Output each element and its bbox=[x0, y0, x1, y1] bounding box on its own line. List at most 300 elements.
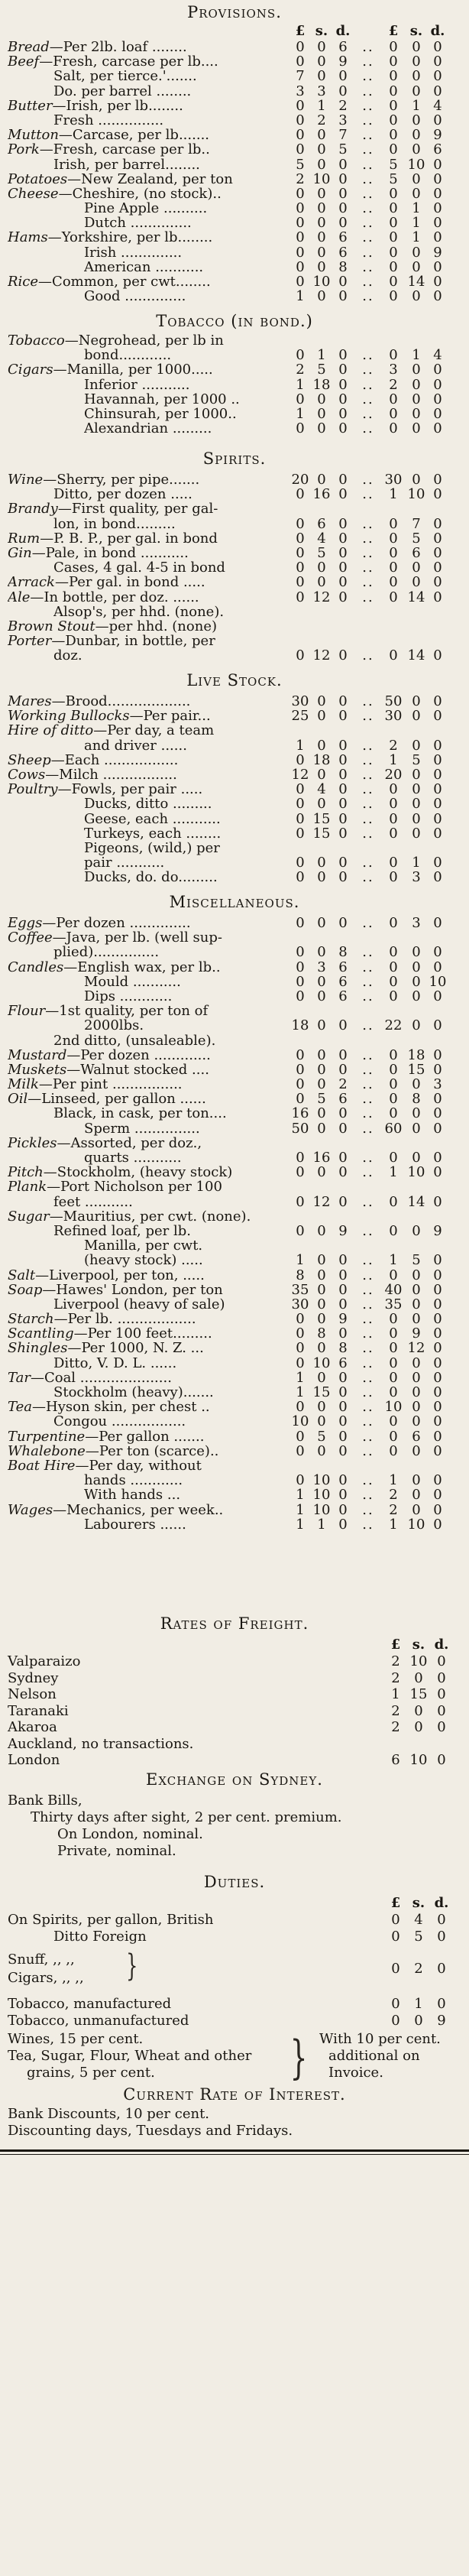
price-shillings-low: 0 bbox=[317, 988, 326, 1004]
price-shillings-high: 0 bbox=[412, 1281, 421, 1298]
item-name: Flour bbox=[8, 1004, 46, 1019]
price-pounds-low: 18 bbox=[291, 1017, 309, 1034]
item-description: —Per pint ................ bbox=[38, 1077, 183, 1092]
item-description: 2000lbs. bbox=[84, 1018, 144, 1033]
price-values bbox=[290, 1253, 466, 1267]
item-name: Hire of ditto bbox=[8, 723, 94, 738]
price-row bbox=[0, 245, 469, 260]
item-description: —Per lb. .................. bbox=[53, 1312, 196, 1327]
item-description: —Milch ................. bbox=[45, 767, 177, 783]
price-pounds-low: 0 bbox=[296, 589, 305, 605]
price-shillings-high: 0 bbox=[412, 1399, 421, 1416]
price-shillings-low: 0 bbox=[317, 1267, 326, 1283]
duty-pence: 0 bbox=[437, 1961, 446, 1977]
price-row bbox=[0, 723, 469, 738]
row-label bbox=[53, 605, 382, 619]
price-shillings-low: 0 bbox=[317, 574, 326, 591]
price-pence-low: 0 bbox=[338, 347, 348, 364]
item-description: Alexandrian ......... bbox=[84, 421, 212, 436]
price-pence-high: 0 bbox=[433, 574, 442, 591]
item-description: —Mechanics, per week.. bbox=[53, 1502, 224, 1517]
row-label bbox=[8, 1444, 336, 1458]
price-pounds-high: 0 bbox=[389, 855, 398, 871]
item-description: —New Zealand, per ton bbox=[67, 171, 233, 187]
price-pence-high: 0 bbox=[433, 1091, 442, 1108]
row-label bbox=[8, 1077, 336, 1092]
item-description: Turkeys, each ........ bbox=[84, 826, 222, 841]
freight-amount: 10 bbox=[409, 1752, 428, 1768]
price-pounds-low: 25 bbox=[291, 708, 309, 725]
item-description: Ditto, per dozen ..... bbox=[53, 487, 192, 502]
row-label bbox=[8, 274, 336, 289]
price-pounds-low: 0 bbox=[296, 200, 305, 217]
price-pounds-low: 0 bbox=[296, 1193, 305, 1210]
price-shillings-low: 0 bbox=[317, 185, 326, 202]
price-shillings-low: 0 bbox=[317, 200, 326, 217]
price-shillings-low: 4 bbox=[317, 530, 326, 547]
item-name: Bread bbox=[8, 40, 50, 55]
price-shillings-high: 0 bbox=[412, 737, 421, 754]
price-pence-high: 0 bbox=[433, 1150, 442, 1166]
price-pence-low: 0 bbox=[338, 1281, 348, 1298]
price-row bbox=[0, 216, 469, 230]
price-pounds-high: 0 bbox=[389, 1384, 398, 1400]
price-values bbox=[290, 1414, 466, 1429]
price-values bbox=[290, 1092, 466, 1106]
price-pounds-high: 22 bbox=[384, 1017, 403, 1034]
freight-header-pounds: £ bbox=[390, 1637, 401, 1653]
row-label bbox=[8, 142, 336, 157]
price-pence-low: 6 bbox=[338, 973, 348, 990]
price-row bbox=[0, 546, 469, 560]
price-shillings-high: 7 bbox=[412, 515, 421, 532]
price-pounds-low: 0 bbox=[296, 1355, 305, 1371]
item-description: —Per 1000, N. Z. ... bbox=[67, 1341, 204, 1356]
price-shillings-high: 0 bbox=[412, 405, 421, 422]
range-separator: .. bbox=[362, 170, 374, 187]
item-description: —Dunbar, in bottle, per bbox=[51, 634, 215, 649]
item-description: plied)............... bbox=[53, 945, 160, 960]
price-values bbox=[290, 1297, 466, 1312]
price-pence-low: 0 bbox=[338, 472, 348, 488]
duty-row bbox=[0, 2013, 469, 2028]
item-description: —Hawes' London, per ton bbox=[42, 1282, 223, 1297]
price-row bbox=[0, 1106, 469, 1121]
price-values bbox=[290, 1341, 466, 1355]
price-pence-low: 0 bbox=[338, 1487, 348, 1504]
price-pounds-low: 0 bbox=[296, 274, 305, 290]
price-pounds-low: 1 bbox=[296, 1369, 305, 1386]
freight-amount: 10 bbox=[409, 1653, 428, 1669]
brace-icon: } bbox=[289, 2031, 308, 2084]
item-name: Salt bbox=[8, 1267, 36, 1283]
price-pounds-high: 0 bbox=[389, 1091, 398, 1108]
price-row bbox=[0, 333, 469, 348]
price-pence-low: 0 bbox=[338, 1061, 348, 1078]
item-description: —Pale, in bond ........... bbox=[31, 545, 189, 561]
price-row bbox=[0, 128, 469, 142]
price-values bbox=[290, 1048, 466, 1063]
item-name: Porter bbox=[8, 634, 52, 649]
price-row bbox=[0, 1136, 469, 1150]
price-pounds-high: 0 bbox=[389, 1340, 398, 1357]
price-pence-high: 0 bbox=[433, 944, 442, 961]
row-label bbox=[8, 1283, 336, 1297]
range-separator: .. bbox=[362, 766, 374, 783]
header-pence-low: d. bbox=[335, 23, 351, 39]
duty-additional: additional on bbox=[328, 2048, 420, 2064]
price-row bbox=[0, 1048, 469, 1063]
price-shillings-high: 0 bbox=[412, 825, 421, 842]
price-pounds-low: 0 bbox=[296, 1325, 305, 1342]
price-shillings-low: 0 bbox=[317, 915, 326, 931]
item-description: —Per gallon ....... bbox=[85, 1429, 205, 1444]
price-pence-high: 0 bbox=[433, 391, 442, 407]
price-row bbox=[0, 694, 469, 709]
price-pounds-high: 0 bbox=[389, 825, 398, 842]
price-shillings-low: 15 bbox=[312, 1384, 331, 1400]
price-pounds-high: 0 bbox=[389, 215, 398, 232]
item-name: Mustard bbox=[8, 1047, 67, 1063]
row-label bbox=[8, 1429, 336, 1444]
range-separator: .. bbox=[362, 1281, 374, 1298]
price-shillings-low: 10 bbox=[312, 1355, 331, 1371]
price-row bbox=[0, 1371, 469, 1385]
price-pence-low: 0 bbox=[338, 869, 348, 886]
item-name: Rum bbox=[8, 530, 40, 546]
price-pence-low: 0 bbox=[338, 170, 348, 187]
price-pounds-high: 0 bbox=[389, 1355, 398, 1371]
item-name: Mutton bbox=[8, 128, 59, 143]
price-row bbox=[0, 501, 469, 516]
price-pounds-high: 0 bbox=[389, 1150, 398, 1166]
item-description: —Per pair... bbox=[129, 709, 211, 724]
item-name: Brown Stout bbox=[8, 618, 95, 634]
price-shillings-high: 14 bbox=[407, 647, 425, 664]
price-pounds-low: 0 bbox=[296, 810, 305, 827]
item-name: Tar bbox=[8, 1370, 31, 1386]
price-row bbox=[0, 960, 469, 975]
price-pounds-low: 3 bbox=[296, 83, 305, 99]
price-values bbox=[290, 348, 466, 362]
row-label bbox=[8, 575, 336, 589]
price-row bbox=[0, 826, 469, 841]
item-name: Shingles bbox=[8, 1341, 68, 1356]
range-separator: .. bbox=[362, 781, 374, 798]
price-shillings-high: 0 bbox=[412, 258, 421, 275]
price-pounds-low: 1 bbox=[296, 376, 305, 393]
header-pounds-high: £ bbox=[388, 23, 399, 39]
price-values bbox=[290, 392, 466, 407]
price-pounds-high: 0 bbox=[389, 54, 398, 70]
price-row bbox=[0, 870, 469, 884]
header-pence-high: d. bbox=[430, 23, 445, 39]
price-pence-high: 0 bbox=[433, 420, 442, 437]
freight-amount: 0 bbox=[414, 1719, 423, 1735]
range-separator: .. bbox=[362, 420, 374, 437]
item-description: —Walnut stocked .... bbox=[66, 1062, 209, 1078]
range-separator: .. bbox=[362, 127, 374, 144]
price-pence-low: 0 bbox=[338, 1501, 348, 1518]
price-shillings-low: 0 bbox=[317, 1017, 326, 1034]
range-separator: .. bbox=[362, 1252, 374, 1269]
row-label bbox=[8, 634, 336, 648]
range-separator: .. bbox=[362, 1428, 374, 1445]
row-label bbox=[8, 916, 336, 930]
price-pounds-high: 0 bbox=[389, 1428, 398, 1445]
item-name: Wages bbox=[8, 1502, 53, 1517]
range-separator: .. bbox=[362, 83, 374, 99]
row-label bbox=[8, 1063, 336, 1077]
price-shillings-high: 0 bbox=[412, 112, 421, 128]
price-pence-high: 0 bbox=[433, 1340, 442, 1357]
item-name: Tea bbox=[8, 1400, 32, 1415]
price-pence-high: 0 bbox=[433, 751, 442, 768]
item-description: —Assorted, per doz., bbox=[57, 1135, 202, 1151]
price-pence-high: 0 bbox=[433, 1428, 442, 1445]
price-pence-low: 0 bbox=[338, 200, 348, 217]
price-shillings-low: 5 bbox=[317, 544, 326, 561]
row-label bbox=[8, 1503, 336, 1517]
price-values bbox=[290, 1106, 466, 1121]
item-description: —Per ton (scarce).. bbox=[85, 1443, 219, 1458]
price-row bbox=[0, 407, 469, 421]
price-shillings-low: 10 bbox=[312, 1501, 331, 1518]
price-values bbox=[290, 1400, 466, 1414]
price-shillings-low: 5 bbox=[317, 1428, 326, 1445]
price-shillings-high: 0 bbox=[412, 420, 421, 437]
price-values bbox=[290, 1473, 466, 1488]
price-shillings-low: 0 bbox=[317, 39, 326, 55]
price-shillings-high: 0 bbox=[412, 1384, 421, 1400]
price-pounds-high: 30 bbox=[384, 472, 403, 488]
brace-icon: } bbox=[126, 1948, 138, 1984]
item-description: Inferior ........... bbox=[84, 377, 190, 392]
price-pence-low: 0 bbox=[338, 420, 348, 437]
price-pence-high: 0 bbox=[433, 647, 442, 664]
price-pounds-low: 0 bbox=[296, 796, 305, 813]
row-label bbox=[8, 930, 336, 945]
price-row bbox=[0, 812, 469, 826]
item-name: Starch bbox=[8, 1312, 54, 1327]
price-values bbox=[290, 855, 466, 870]
price-pence-high: 0 bbox=[433, 200, 442, 217]
price-values bbox=[290, 945, 466, 959]
price-shillings-high: 0 bbox=[412, 141, 421, 158]
price-pounds-low: 0 bbox=[296, 647, 305, 664]
row-label bbox=[8, 1209, 336, 1224]
duty-pence: 9 bbox=[437, 2013, 446, 2029]
price-pounds-high: 0 bbox=[389, 869, 398, 886]
price-pence-low: 9 bbox=[338, 54, 348, 70]
item-name: Working Bullocks bbox=[8, 709, 130, 724]
price-pence-low: 0 bbox=[338, 1120, 348, 1137]
price-shillings-high: 0 bbox=[412, 1150, 421, 1166]
price-shillings-high: 10 bbox=[407, 156, 425, 173]
price-values bbox=[290, 187, 466, 201]
item-description: —Per dozen .............. bbox=[42, 916, 191, 931]
price-pence-high: 0 bbox=[433, 766, 442, 783]
price-shillings-low: 1 bbox=[317, 347, 326, 364]
price-pounds-high: 10 bbox=[384, 1399, 403, 1416]
item-description: bond............ bbox=[84, 348, 172, 363]
price-row bbox=[0, 487, 469, 501]
item-description: Labourers ...... bbox=[84, 1517, 186, 1532]
price-pence-high: 9 bbox=[433, 244, 442, 261]
price-values bbox=[290, 1224, 466, 1238]
price-pence-high: 0 bbox=[433, 215, 442, 232]
price-pence-high: 0 bbox=[433, 708, 442, 725]
item-description: —Brood................... bbox=[51, 694, 191, 709]
range-separator: .. bbox=[362, 68, 374, 85]
price-pence-high: 0 bbox=[433, 1017, 442, 1034]
item-description: —Per 100 feet......... bbox=[73, 1326, 212, 1342]
price-values bbox=[290, 472, 466, 487]
row-label bbox=[8, 99, 336, 113]
spirits-list bbox=[0, 472, 469, 663]
price-pence-low: 0 bbox=[338, 1252, 348, 1269]
price-pounds-high: 2 bbox=[389, 1487, 398, 1504]
price-shillings-high: 0 bbox=[412, 362, 421, 378]
price-shillings-low: 15 bbox=[312, 825, 331, 842]
price-row bbox=[0, 1150, 469, 1165]
price-pounds-high: 50 bbox=[384, 693, 403, 709]
item-description: Refined loaf, per lb. bbox=[53, 1223, 191, 1239]
item-description: Havannah, per 1000 .. bbox=[84, 391, 240, 407]
price-pounds-high: 0 bbox=[389, 544, 398, 561]
price-pence-low: 0 bbox=[338, 1017, 348, 1034]
price-pounds-low: 0 bbox=[296, 855, 305, 871]
price-shillings-high: 10 bbox=[407, 1516, 425, 1533]
price-shillings-high: 1 bbox=[412, 97, 421, 114]
price-shillings-low: 0 bbox=[317, 391, 326, 407]
price-shillings-high: 0 bbox=[412, 810, 421, 827]
duty-shillings: 5 bbox=[414, 1929, 423, 1945]
range-separator: .. bbox=[362, 1193, 374, 1210]
price-shillings-low: 0 bbox=[317, 1222, 326, 1239]
freight-destination: Taranaki bbox=[8, 1702, 69, 1719]
price-pence-high: 0 bbox=[433, 1061, 442, 1078]
price-shillings-low: 0 bbox=[317, 708, 326, 725]
price-pence-high: 0 bbox=[433, 405, 442, 422]
price-pounds-low: 1 bbox=[296, 1384, 305, 1400]
range-separator: .. bbox=[362, 486, 374, 503]
freight-amount: 0 bbox=[437, 1669, 446, 1686]
freight-header-shillings: s. bbox=[412, 1637, 425, 1653]
price-pence-low: 0 bbox=[338, 405, 348, 422]
price-shillings-low: 12 bbox=[312, 1193, 331, 1210]
item-name: Cheese bbox=[8, 186, 59, 202]
price-pounds-low: 0 bbox=[296, 988, 305, 1004]
price-pence-low: 0 bbox=[338, 781, 348, 798]
freight-row bbox=[0, 1671, 469, 1688]
price-pounds-low: 0 bbox=[296, 141, 305, 158]
price-pence-high: 6 bbox=[433, 141, 442, 158]
row-label bbox=[8, 472, 336, 487]
price-shillings-high: 0 bbox=[412, 1472, 421, 1489]
price-pence-low: 0 bbox=[338, 810, 348, 827]
price-values bbox=[290, 560, 466, 575]
range-separator: .. bbox=[362, 362, 374, 378]
price-shillings-low: 0 bbox=[317, 1046, 326, 1063]
price-row bbox=[0, 84, 469, 99]
price-pounds-high: 2 bbox=[389, 376, 398, 393]
price-row bbox=[0, 1283, 469, 1297]
freight-amount: 1 bbox=[391, 1686, 400, 1702]
price-shillings-high: 0 bbox=[412, 708, 421, 725]
price-pounds-low: 0 bbox=[296, 1311, 305, 1328]
price-pounds-low: 0 bbox=[296, 258, 305, 275]
range-separator: .. bbox=[362, 1516, 374, 1533]
range-separator: .. bbox=[362, 288, 374, 305]
price-pounds-high: 1 bbox=[389, 1252, 398, 1269]
price-row bbox=[0, 1179, 469, 1194]
price-pence-low: 0 bbox=[338, 274, 348, 290]
freight-amount: 0 bbox=[414, 1702, 423, 1719]
price-pence-low: 6 bbox=[338, 244, 348, 261]
price-pounds-high: 0 bbox=[389, 288, 398, 305]
item-name: Muskets bbox=[8, 1062, 67, 1078]
price-shillings-low: 3 bbox=[317, 959, 326, 975]
price-shillings-high: 0 bbox=[412, 54, 421, 70]
price-shillings-low: 0 bbox=[317, 68, 326, 85]
price-values bbox=[290, 960, 466, 975]
price-pounds-low: 0 bbox=[296, 751, 305, 768]
price-values bbox=[290, 1312, 466, 1326]
price-pence-low: 0 bbox=[338, 1442, 348, 1459]
item-description: —Port Nicholson per 100 bbox=[47, 1179, 222, 1195]
price-values bbox=[290, 546, 466, 560]
price-pounds-high: 0 bbox=[389, 420, 398, 437]
price-pence-high: 0 bbox=[433, 988, 442, 1004]
duty-label: Tobacco, manufactured bbox=[8, 1996, 172, 2012]
price-shillings-low: 0 bbox=[317, 1442, 326, 1459]
range-separator: .. bbox=[362, 544, 374, 561]
price-shillings-low: 15 bbox=[312, 810, 331, 827]
price-pounds-low: 0 bbox=[296, 215, 305, 232]
price-pounds-low: 20 bbox=[291, 472, 309, 488]
price-shillings-high: 0 bbox=[412, 244, 421, 261]
range-separator: .. bbox=[362, 915, 374, 931]
price-shillings-high: 0 bbox=[412, 1296, 421, 1312]
price-pence-high: 0 bbox=[433, 810, 442, 827]
price-pence-low: 0 bbox=[338, 766, 348, 783]
duty-pounds: 0 bbox=[391, 1912, 400, 1928]
row-label bbox=[84, 1238, 412, 1253]
price-pounds-high: 0 bbox=[389, 39, 398, 55]
item-description: —English wax, per lb.. bbox=[63, 959, 221, 975]
duty-row bbox=[0, 1913, 469, 1927]
section-title-misc: Miscellaneous. bbox=[169, 893, 300, 911]
price-row bbox=[0, 753, 469, 767]
price-values bbox=[290, 590, 466, 605]
range-separator: .. bbox=[362, 274, 374, 290]
price-shillings-high: 0 bbox=[412, 574, 421, 591]
price-shillings-high: 0 bbox=[412, 693, 421, 709]
price-pounds-high: 0 bbox=[389, 1105, 398, 1122]
price-pence-high: 0 bbox=[433, 560, 442, 576]
price-shillings-low: 4 bbox=[317, 781, 326, 798]
price-pounds-high: 0 bbox=[389, 796, 398, 813]
item-description: —Negrohead, per lb in bbox=[64, 333, 224, 349]
item-description: Ducks, do. do......... bbox=[84, 870, 218, 885]
row-label bbox=[8, 1048, 336, 1063]
price-row bbox=[0, 560, 469, 575]
price-row bbox=[0, 1033, 469, 1048]
price-pounds-high: 0 bbox=[389, 1413, 398, 1430]
price-pounds-high: 0 bbox=[389, 1193, 398, 1210]
price-shillings-low: 5 bbox=[317, 1091, 326, 1108]
